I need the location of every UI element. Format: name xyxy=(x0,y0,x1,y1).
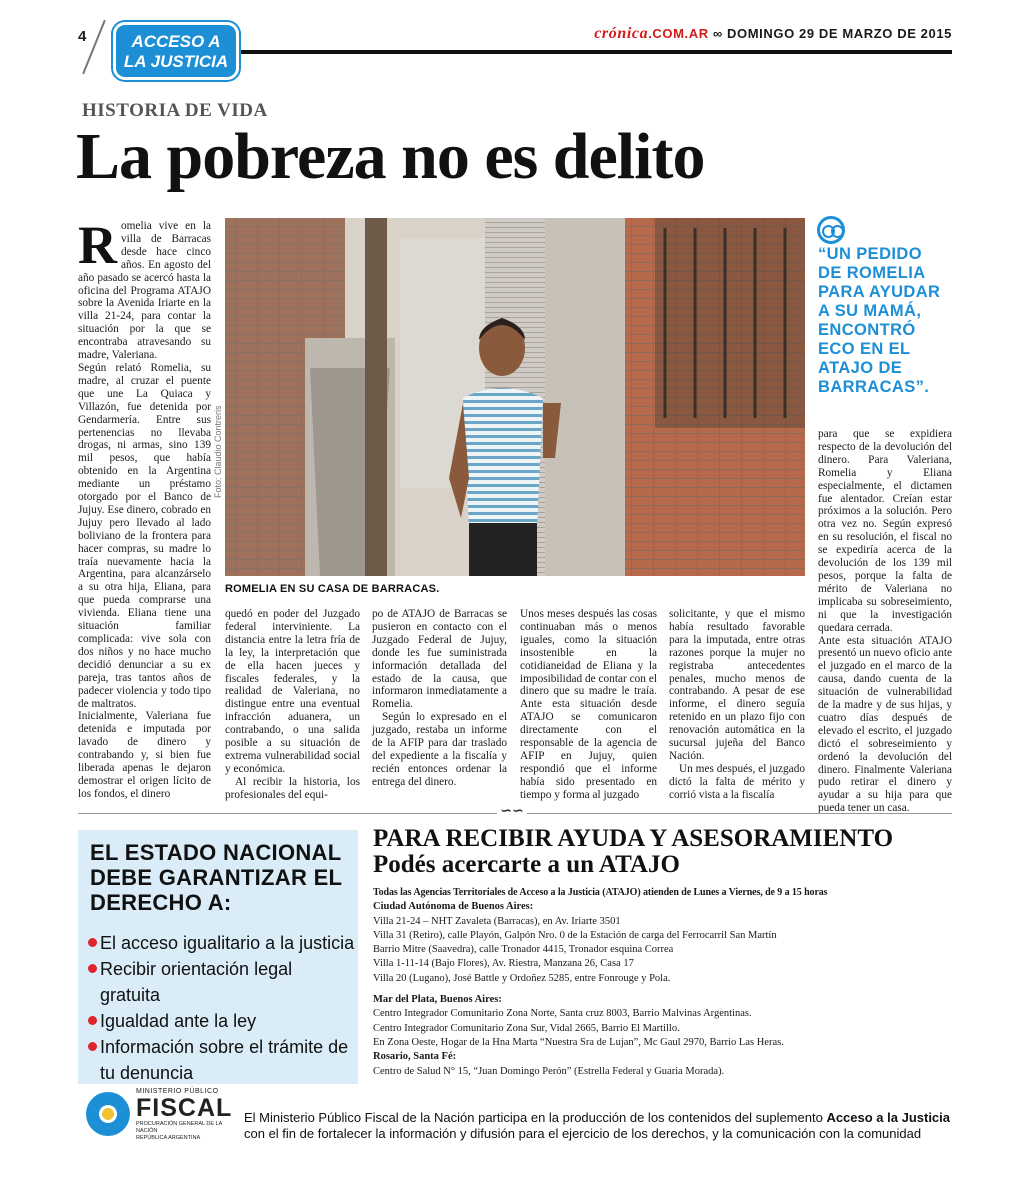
org-name: FISCAL xyxy=(136,1094,233,1122)
headline: La pobreza no es delito xyxy=(76,120,705,193)
divider-ornament-icon: ∽∽ xyxy=(497,803,527,819)
org-sub-2: REPÚBLICA ARGENTINA xyxy=(136,1135,201,1141)
list-item: Información sobre el trámite de tu denuncia xyxy=(88,1034,356,1086)
section-line-2: LA JUSTICIA xyxy=(123,52,229,71)
dropcap: R xyxy=(78,215,117,275)
address-item: Centro Integrador Comunitario Zona Norte, Santa cruz 8003, Barrio Malvinas Argentinas. xyxy=(373,1008,752,1020)
footer-text-bold: Acceso a la Justicia xyxy=(826,1110,951,1125)
address-item: Centro Integrador Comunitario Zona Sur, Vidal 2665, Barrio El Martillo. xyxy=(373,1022,680,1034)
paragraph: po de ATAJO de Barracas se pusieron en contacto con el Juzgado Federal de Jujuy, donde les fue suministrada información detallada del estado de la causa, que informaron inmediatamente a Romelia. xyxy=(372,608,507,711)
article-column-5 xyxy=(669,608,805,808)
paragraph: Unos meses después las cosas continuaban más o menos iguales, como la situación insostenible en la cotidianeidad de Eliana y la imposibilidad de contar con el dinero que su madre le traía. Ante esta situación desde ATAJO se comunicaron directamente con el responsable de la agencia de AFIP en Jujuy, quien respondió que el informe había sido presentado en tiempo y forma al juzgado xyxy=(520,608,657,801)
region-label: Rosario, Santa Fé: xyxy=(373,1051,457,1063)
paragraph: Inicialmente, Valeriana fue detenida e imputada por lavado de dinero y contrabando y, si bien fue liberada apenas le dejaron demostrar el origen lícito de los fondos, el dinero xyxy=(78,710,211,800)
photo-woman-at-door xyxy=(225,218,805,576)
page-number: 4 xyxy=(78,28,87,45)
footer-text-start: El Ministerio Público Fiscal de la Nación participa en la producción de los contenidos del suplemento xyxy=(244,1110,827,1125)
address-item: Centro de Salud N° 15, “Juan Domingo Perón” (Estrella Federal y Guaria Morada). xyxy=(373,1065,725,1077)
list-item: El acceso igualitario a la justicia xyxy=(88,930,356,956)
footer-text xyxy=(244,1110,954,1142)
spacer xyxy=(373,986,953,993)
quote-icon xyxy=(817,216,845,244)
address-item: Villa 20 (Lugano), José Battle y Ordoñez 5285, entre Fonrouge y Pola. xyxy=(373,972,671,984)
issue-date: DOMINGO 29 DE MARZO DE 2015 xyxy=(727,26,952,41)
photo-credit: Foto: Claudio Contreris xyxy=(213,405,223,498)
org-sub-1: PROCURACIÓN GENERAL DE LA NACIÓN xyxy=(136,1121,222,1134)
infinity-icon: ∞ xyxy=(712,26,723,41)
section-line-1: ACCESO A xyxy=(131,32,221,51)
header-rule xyxy=(240,50,952,54)
help-subtitle: Podés acercarte a un ATAJO xyxy=(373,851,680,878)
rights-title: EL ESTADO NACIONAL DEBE GARANTIZAR EL DERECHO A: xyxy=(90,840,342,915)
region-label: Ciudad Autónoma de Buenos Aires: xyxy=(373,901,534,913)
address-item: Villa 31 (Retiro), calle Playón, Galpón Nro. 0 de la Estación de carga del Ferrocarril San Martín xyxy=(373,929,777,941)
photo-caption: ROMELIA EN SU CASA DE BARRACAS. xyxy=(225,583,440,595)
rights-list xyxy=(88,930,356,1086)
paragraph: omelia vive en la villa de Barracas desde hace cinco años. En agosto del año pasado se acercó hasta la oficina del Programa ATAJO sobre la Avenida Iriarte en la villa 21-24, para contar la situación por la que se encontraba atravesando su madre, Valeriana. xyxy=(78,220,211,362)
office-hours: Todas las Agencias Territoriales de Acceso a la Justicia (ATAJO) atienden de Lunes a Viernes, de 9 a 15 horas xyxy=(373,887,828,898)
section-badge xyxy=(113,22,239,80)
pull-quote: “UN PEDIDO DE ROMELIA PARA AYUDAR A SU MAMÁ, ENCONTRÓ ECO EN EL ATAJO DE BARRACAS”. xyxy=(818,245,941,396)
paragraph: solicitante, y que el mismo había resultado favorable para la imputada, entre otras razones porque la mujer no registraba antecedentes penales, mucho menos de contrabando. A pesar de ese informe, el dinero seguía retenido en un plazo fijo con renovación automática en la sucursal jujeña del Banco Nación. xyxy=(669,608,805,762)
paragraph: Ante esta situación ATAJO presentó un nuevo oficio ante el juzgado en el marco de la causa, dando cuenta de la situación de vulnerabilidad de la madre y de sus hijas, y cuatro días después de elevado el escrito, el juzgado dictó el sobreseimiento y ordenó la devolución del dinero. Finalmente Valeriana pudo retirar el dinero y ayudar a su hija para que pueda tener un casa. xyxy=(818,634,952,815)
paragraph: quedó en poder del Juzgado federal interviniente. La distancia entre la letra fría de la ley, la interpretación que de ella hacen jueces y fiscales federales, y la realidad de Valeriana, no distingue entre una eventual infracción aduanera, un contrabando, o una salida posible a su situación de extrema vulnerabilidad social y económica. xyxy=(225,608,360,775)
help-body xyxy=(373,886,953,1079)
fiscal-logo-icon xyxy=(86,1092,130,1136)
brand-domain: .COM.AR xyxy=(648,26,709,41)
brand-logo: crónica xyxy=(594,25,649,42)
paragraph: Al recibir la historia, los profesionales del equi- xyxy=(225,775,360,801)
address-item: Villa 1-11-14 (Bajo Flores), Av. Riestra, Manzana 26, Casa 17 xyxy=(373,958,634,970)
paragraph: Según relató Romelia, su madre, al cruzar el puente que une La Quiaca y Villazón, fue detenida por Gendarmería. Entre sus pertenencias no llevaba drogas, ni armas, sino 139 mil pesos, que había obtenido en la Argentina mediante un préstamo otorgado por el Banco de Jujuy. Ese dinero, cobrado en Jujuy pero llevado al lado boliviano de la frontera para hacer compras, su madre lo traía nuevamente hacia la Argentina, para alcanzárselo a su otra hija, Eliana, para que pueda comprarse una vivienda. Eliana tiene una situación familiar complicada: vive sola con dos niños y no hace mucho decidió denunciar a su ex pareja, tras tantos años de padecer violencia y todo tipo de maltratos. xyxy=(78,361,211,710)
region-label: Mar del Plata, Buenos Aires: xyxy=(373,994,502,1006)
paragraph: Un mes después, el juzgado dictó la falta de mérito y corrió vista a la fiscalía xyxy=(669,762,805,801)
list-item: Recibir orientación legal gratuita xyxy=(88,956,356,1008)
list-item: Igualdad ante la ley xyxy=(88,1008,356,1034)
address-item: Barrio Mitre (Saavedra), calle Tronador 4415, Tronador esquina Correa xyxy=(373,944,674,956)
help-title: PARA RECIBIR AYUDA Y ASESORAMIENTO xyxy=(373,825,894,852)
org-top: MINISTERIO PÚBLICO xyxy=(136,1088,219,1095)
article-column-6 xyxy=(818,428,952,815)
article-column-4 xyxy=(520,608,657,808)
address-item: Villa 21-24 – NHT Zavaleta (Barracas), en Av. Iriarte 3501 xyxy=(373,915,621,927)
article-column-3 xyxy=(372,608,507,808)
paragraph: para que se expidiera respecto de la devolución del dinero. Para Valeriana, Romelia y Eliana especialmente, el dictamen fue alentador. Creían estar próximos a la solución. Pero otra vez no. Según expresó en su resolución, el fiscal no se expediría acerca de la devolución de los 139 mil pesos, porque la falta de mérito de Valeriana no implicaba su sobreseimiento, ni que la investigación quedara cerrada. xyxy=(818,428,952,634)
fiscal-wordmark xyxy=(136,1088,232,1142)
footer-text-end: con el fin de fortalecer la información y difusión para el ejercicio de los derechos, y la comunicación con la comunidad xyxy=(244,1126,922,1141)
paragraph: Según lo expresado en el juzgado, restaba un informe de la AFIP para dar traslado del expediente a la fiscalía y recién entonces ordenar la entrega del dinero. xyxy=(372,711,507,788)
article-column-1 xyxy=(78,215,211,810)
address-item: En Zona Oeste, Hogar de la Hna Marta “Nuestra Sra de Lujan”, Mc Gaul 2970, Barrio Las Heras. xyxy=(373,1036,784,1048)
kicker: HISTORIA DE VIDA xyxy=(82,100,268,121)
article-column-2 xyxy=(225,608,360,808)
article-photo xyxy=(225,218,805,576)
masthead xyxy=(594,25,952,43)
